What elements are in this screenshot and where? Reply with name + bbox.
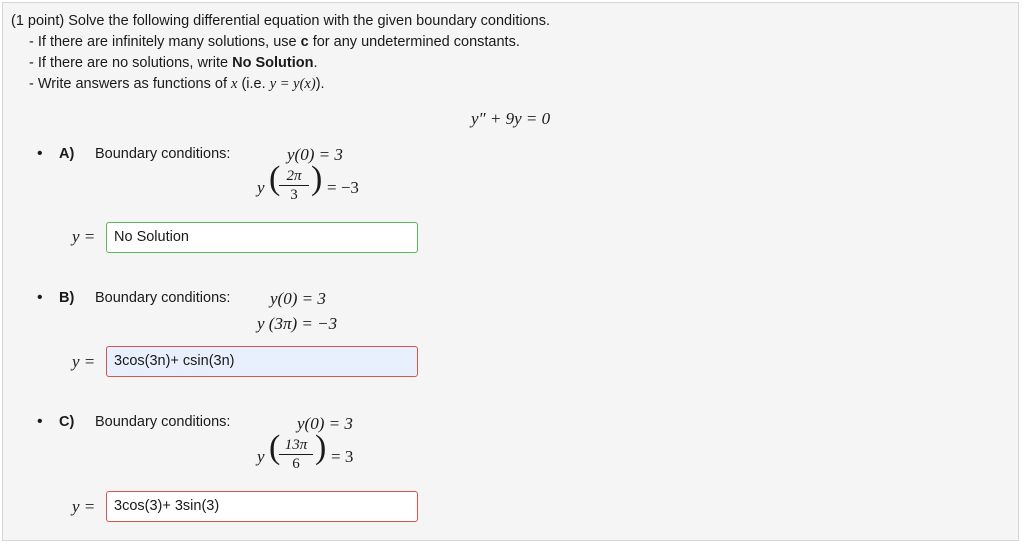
bullet: • [37, 413, 43, 430]
paren-right: ) [311, 160, 323, 197]
part-b-bc-label: Boundary conditions: [95, 290, 231, 306]
problem-statement: (1 point) Solve the following differential equation with the given boundary conditions. [11, 13, 550, 29]
part-a-bc2-rhs: = −3 [327, 178, 359, 197]
part-c-answer-input[interactable]: 3cos(3)+ 3sin(3) [106, 491, 418, 522]
part-c-bc2-rhs: = 3 [331, 447, 354, 466]
part-c-bc1: y(0) = 3 [297, 414, 353, 433]
part-c-bc-label: Boundary conditions: [95, 414, 231, 430]
part-c-bc2 [257, 429, 367, 479]
part-a-bc2 [257, 160, 367, 210]
paren-right: ) [315, 429, 327, 466]
part-a-fraction-num: 2π [279, 167, 309, 186]
part-c-fraction-den: 6 [292, 456, 300, 472]
part-c-header [37, 413, 230, 431]
part-c-y-label: y = [72, 497, 96, 516]
part-a-bc-label: Boundary conditions: [95, 146, 231, 162]
part-b-y-label: y = [72, 352, 96, 371]
part-a-fraction [279, 167, 309, 204]
part-a-bc2-y: y [257, 178, 265, 197]
part-c-fraction-num: 13π [279, 436, 313, 455]
instruction-infinite: - If there are infinitely many solutions, use c for any undetermined constants. [29, 34, 520, 50]
instruction-no-solution: - If there are no solutions, write No Solution. [29, 55, 318, 71]
problem-panel [2, 2, 1019, 541]
part-b-bc1: y(0) = 3 [270, 289, 326, 308]
part-a-answer-input[interactable]: No Solution [106, 222, 418, 253]
paren-left: ( [269, 160, 281, 197]
problem-instructions [11, 11, 550, 95]
part-b-answer-input[interactable]: 3cos(3n)+ csin(3n) [106, 346, 418, 377]
bullet: • [37, 289, 43, 306]
part-b-letter: B) [59, 290, 75, 306]
part-a-y-label: y = [72, 227, 96, 246]
bullet: • [37, 145, 43, 162]
instruction-function-form: - Write answers as functions of x (i.e. y = y(x)). [29, 76, 325, 92]
part-c-fraction [279, 436, 313, 473]
part-b-bc2: y (3π) = −3 [257, 314, 338, 333]
part-b-header [37, 289, 230, 307]
part-c-letter: C) [59, 414, 75, 430]
part-a-letter: A) [59, 146, 75, 162]
part-c-bc2-y: y [257, 447, 265, 466]
paren-left: ( [269, 429, 281, 466]
part-a-fraction-den: 3 [290, 187, 298, 203]
part-a-header [37, 145, 230, 163]
part-a-bc1: y(0) = 3 [287, 145, 343, 164]
differential-equation: y″ + 9y = 0 [471, 109, 551, 128]
